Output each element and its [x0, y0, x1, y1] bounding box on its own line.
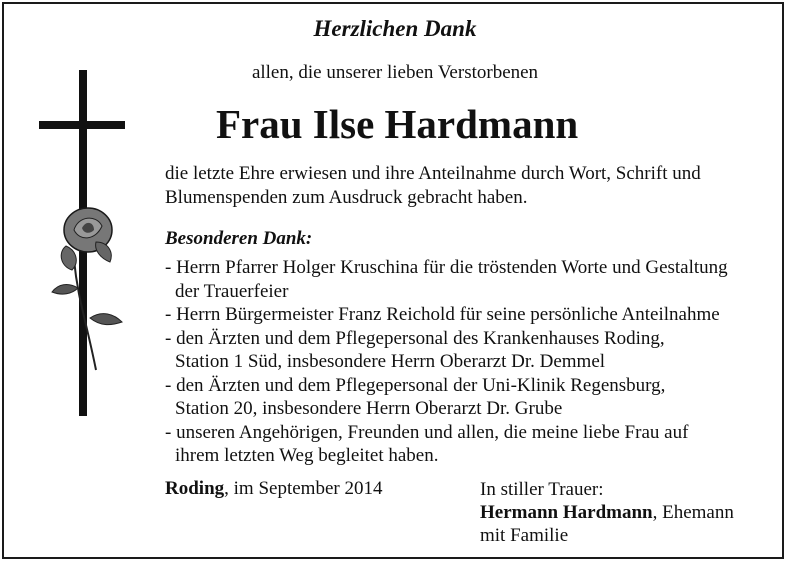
signature-intro: In stiller Trauer: — [480, 479, 604, 500]
thanks-list — [165, 256, 728, 468]
list-item: - unseren Angehörigen, Freunden und allen, die meine liebe Frau auf — [165, 421, 689, 443]
list-item: ihrem letzten Weg begleitet haben. — [175, 445, 439, 466]
list-item: - den Ärzten und dem Pflegepersonal des Krankenhauses Roding, — [165, 327, 665, 349]
signature-name-line — [480, 501, 734, 524]
list-item: - den Ärzten und dem Pflegepersonal der Uni-Klinik Regensburg, — [165, 374, 666, 396]
place: Roding — [165, 478, 225, 499]
list-item: - Herrn Pfarrer Holger Kruschina für die tröstenden Worte und Gestaltung — [165, 257, 728, 278]
date: , im September 2014 — [224, 478, 383, 499]
place-and-date — [165, 478, 382, 500]
list-item: Station 1 Süd, insbesondere Herrn Oberarzt Dr. Demmel — [175, 351, 606, 372]
dedication-line: allen, die unserer lieben Verstorbenen — [251, 62, 539, 83]
signature-block — [480, 478, 734, 547]
special-thanks-heading: Besonderen Dank: — [165, 228, 313, 249]
acknowledgement-text — [165, 162, 701, 210]
signer-role: , Ehemann — [652, 502, 734, 523]
signature-family: mit Familie — [480, 525, 569, 546]
list-item: Station 20, insbesondere Herrn Oberarzt Dr. Grube — [175, 398, 563, 419]
body-line: Blumenspenden zum Ausdruck gebracht haben. — [165, 187, 528, 208]
list-item: der Trauerfeier — [175, 280, 289, 302]
list-item: - Herrn Bürgermeister Franz Reichold für seine persönliche Anteilnahme — [165, 304, 720, 325]
heading: Herzlichen Dank — [313, 16, 477, 41]
body-line: die letzte Ehre erwiesen und ihre Anteilnahme durch Wort, Schrift und — [165, 163, 701, 184]
signer-name: Hermann Hardmann — [480, 502, 653, 523]
deceased-name: Frau Ilse Hardmann — [216, 101, 579, 147]
cross-icon — [30, 70, 140, 420]
